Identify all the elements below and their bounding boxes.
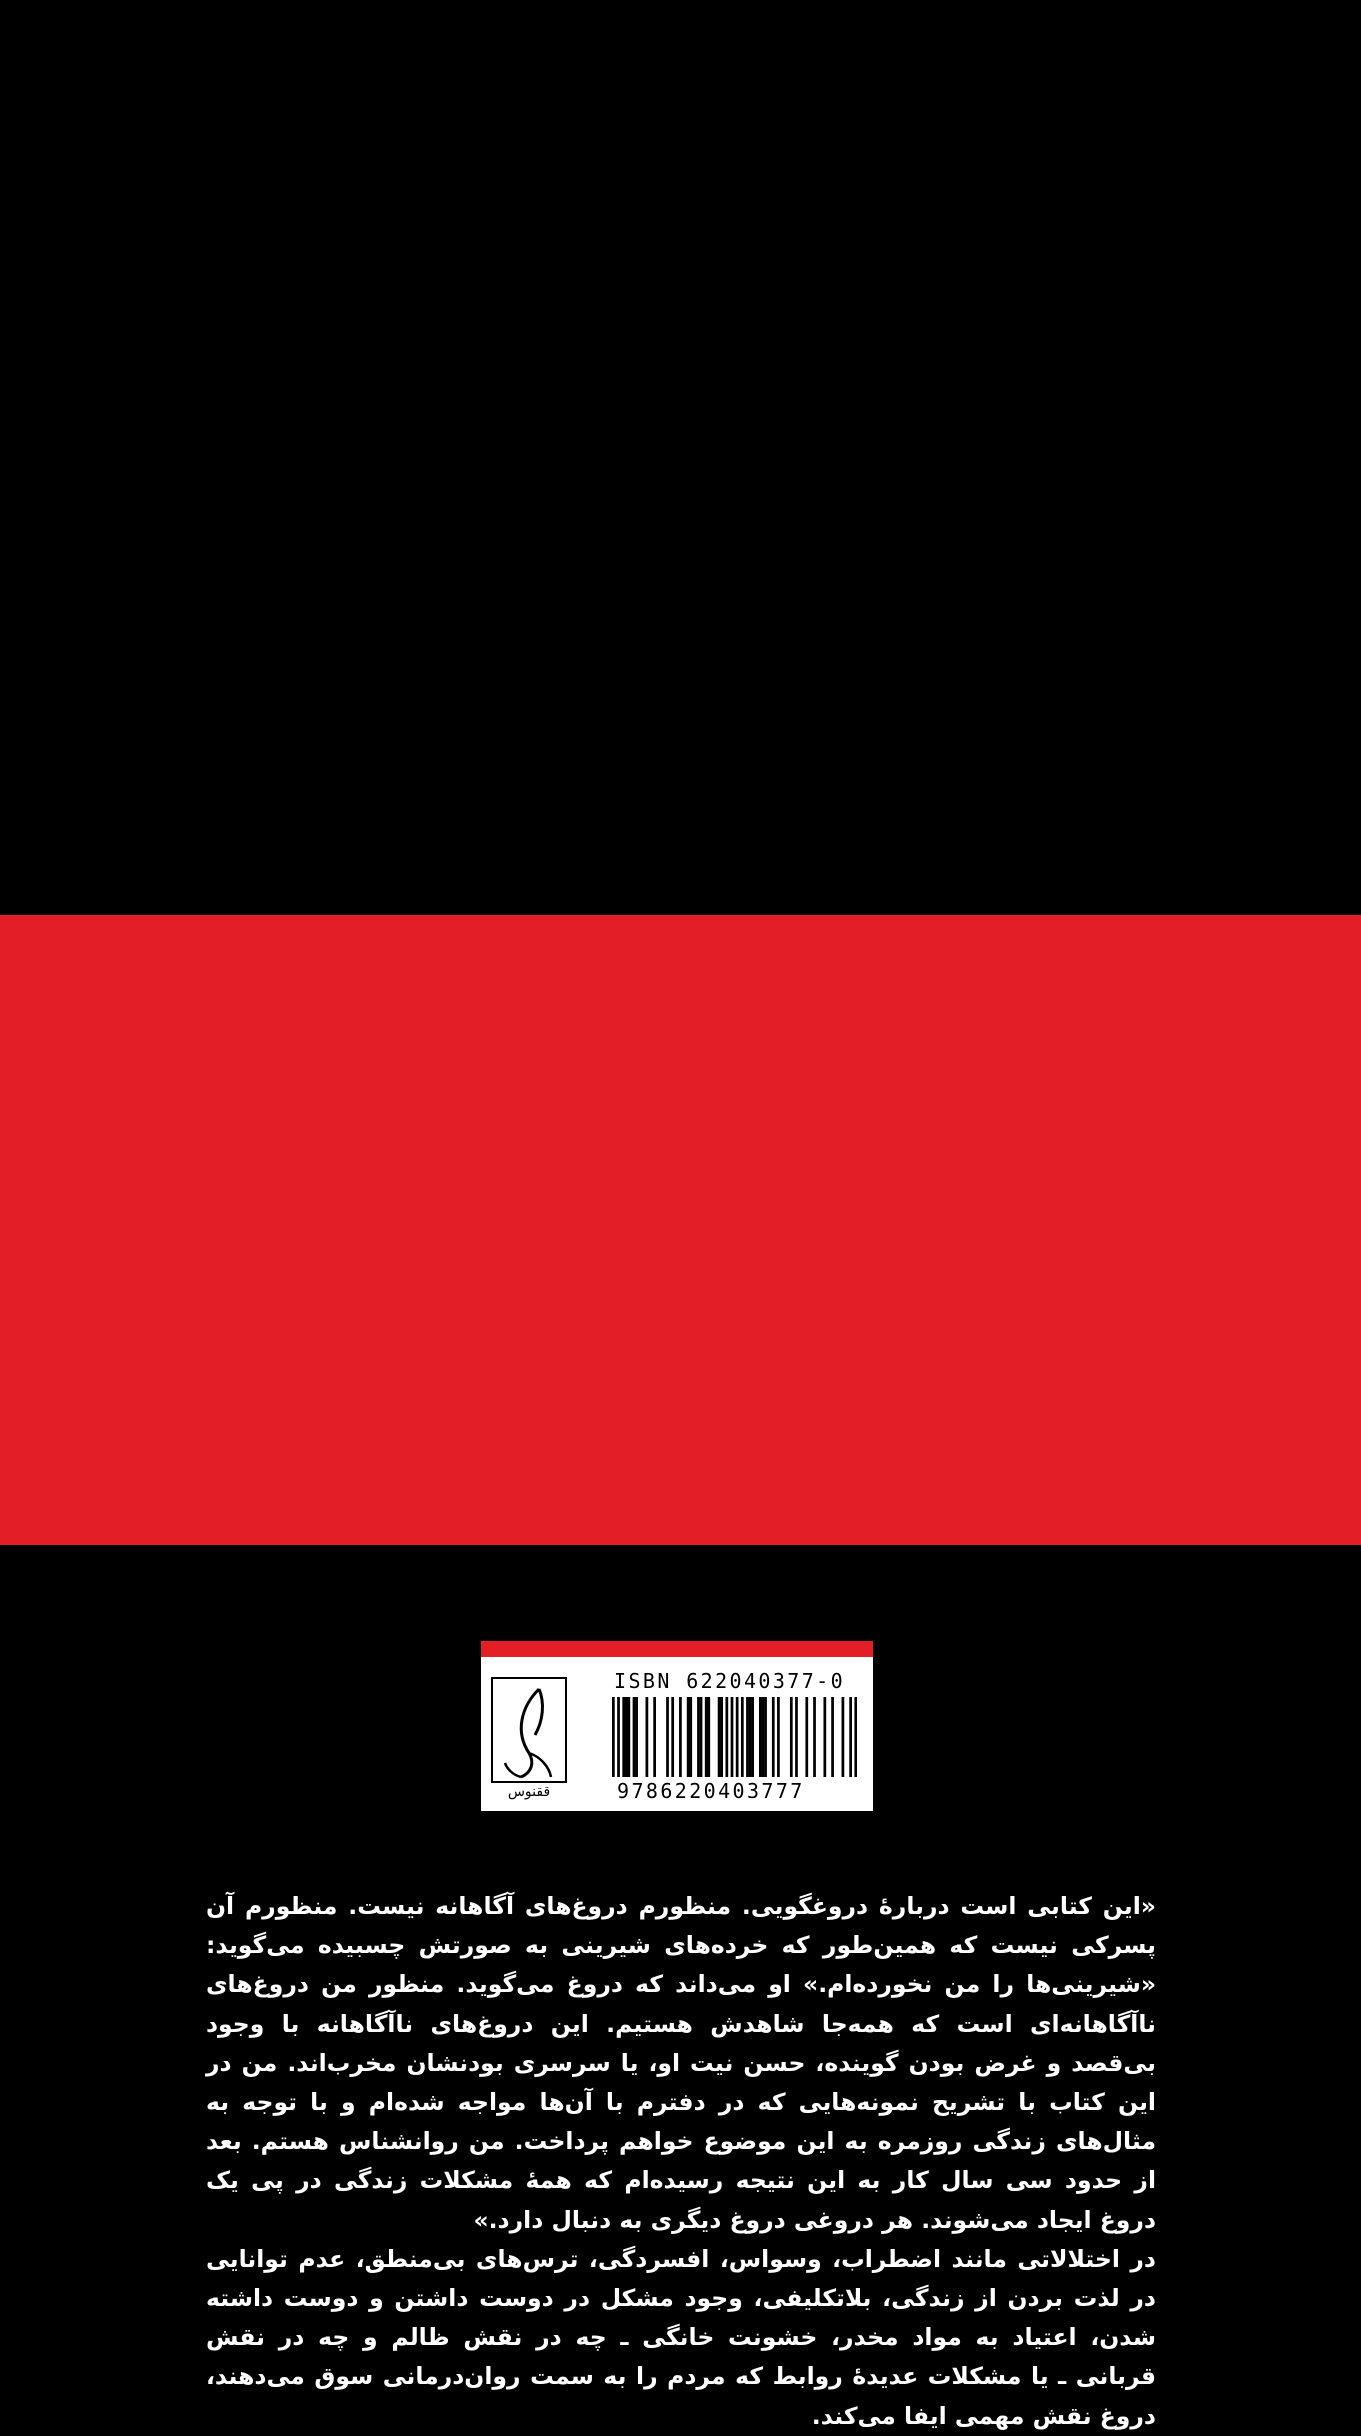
barcode-bar: [653, 1697, 656, 1777]
barcode-bar: [795, 1697, 798, 1777]
barcode-red-strip: [481, 1641, 873, 1657]
barcode-bar: [705, 1697, 708, 1777]
barcode-bar: [689, 1697, 692, 1777]
barcode-bar: [772, 1697, 775, 1777]
barcode-bar: [622, 1697, 625, 1777]
blurb-text: [206, 1887, 1156, 2436]
publisher-bird-logo-icon: [491, 1677, 567, 1801]
barcode-bar: [718, 1697, 721, 1777]
barcode-bar: [813, 1697, 816, 1777]
barcode-bar: [707, 1697, 710, 1777]
barcode-bar: [679, 1697, 682, 1777]
barcode-bar: [741, 1697, 744, 1777]
barcode-bar: [627, 1697, 630, 1777]
isbn-barcode-box: [481, 1641, 873, 1811]
barcode-bar: [746, 1697, 749, 1777]
barcode-bar: [790, 1697, 793, 1777]
barcode-bars: [612, 1697, 857, 1777]
barcode-bar: [764, 1697, 767, 1777]
blurb-paragraph-2: در اختلالاتی مانند اضطراب، وسواس، افسردگی، ترس‌های بی‌منطق، عدم توانایی در لذت بردن از زندگی، بلاتکلیفی، وجود مشکل در دوست داشتن و دوست داشته شدن، اعتیاد به مواد مخدر، خشونت خانگی ـ چه در نقش ظالم و چه در نقش قربانی ـ یا مشکلات عدیدهٔ روابط که مردم را به سمت روان‌درمانی سوق می‌دهند، دروغ نقش مهمی ایفا می‌کند.: [206, 2244, 1156, 2430]
barcode-bar: [635, 1697, 638, 1777]
barcode-bar: [751, 1697, 754, 1777]
barcode-bar: [777, 1697, 780, 1777]
barcode-bar: [633, 1697, 636, 1777]
ean-digits: 9786220403777: [617, 1779, 805, 1803]
barcode-bar: [762, 1697, 765, 1777]
barcode-bar: [612, 1697, 615, 1777]
barcode-bar: [725, 1697, 728, 1777]
barcode-bar: [831, 1697, 834, 1777]
barcode-bar: [849, 1697, 852, 1777]
barcode-bar: [736, 1697, 739, 1777]
barcode-bar: [731, 1697, 734, 1777]
publisher-name: ققنوس: [507, 1784, 551, 1800]
barcode-bar: [759, 1697, 762, 1777]
barcode-bar: [854, 1697, 857, 1777]
barcode-bar: [749, 1697, 752, 1777]
barcode-bar: [720, 1697, 723, 1777]
barcode-bar: [842, 1697, 845, 1777]
barcode-bar: [671, 1697, 674, 1777]
barcode-bar: [823, 1697, 826, 1777]
barcode-bar: [625, 1697, 628, 1777]
barcode-bar: [697, 1697, 700, 1777]
blurb-paragraph-1: «این کتابی است دربارهٔ دروغگویی. منظورم دروغ‌های آگاهانه نیست. منظورم آن پسرکی نیست که همین‌طور که خرده‌های شیرینی به صورتش چسبیده می‌گوید: «شیرینی‌ها را من نخورده‌ام.» او می‌داند که دروغ می‌گوید. منظور من دروغ‌های ناآگاهانه‌ای است که همه‌جا شاهدش هستیم. این دروغ‌های ناآگاهانه با وجود بی‌قصد و غرض بودن گوینده، حسن نیت او، یا سرسری بودنشان مخرب‌اند. من در این کتاب با تشریح نمونه‌هایی که در دفترم با آن‌ها مواجه شده‌ام و با توجه به مثال‌های زندگی روزمره به این موضوع خواهم پرداخت. من روانشناس هستم. بعد از حدود سی سال کار به این نتیجه رسیده‌ام که همهٔ مشکلات زندگی در پی یک دروغ ایجاد می‌شوند. هر دروغی دروغ دیگری به دنبال دارد.»: [206, 1892, 1156, 2234]
barcode-bar: [666, 1697, 669, 1777]
barcode-bar: [617, 1697, 620, 1777]
barcode-bar: [700, 1697, 703, 1777]
barcode-bar: [805, 1697, 808, 1777]
barcode-bar: [687, 1697, 690, 1777]
isbn-label: ISBN 622040377-0: [614, 1669, 846, 1693]
barcode-bar: [646, 1697, 649, 1777]
